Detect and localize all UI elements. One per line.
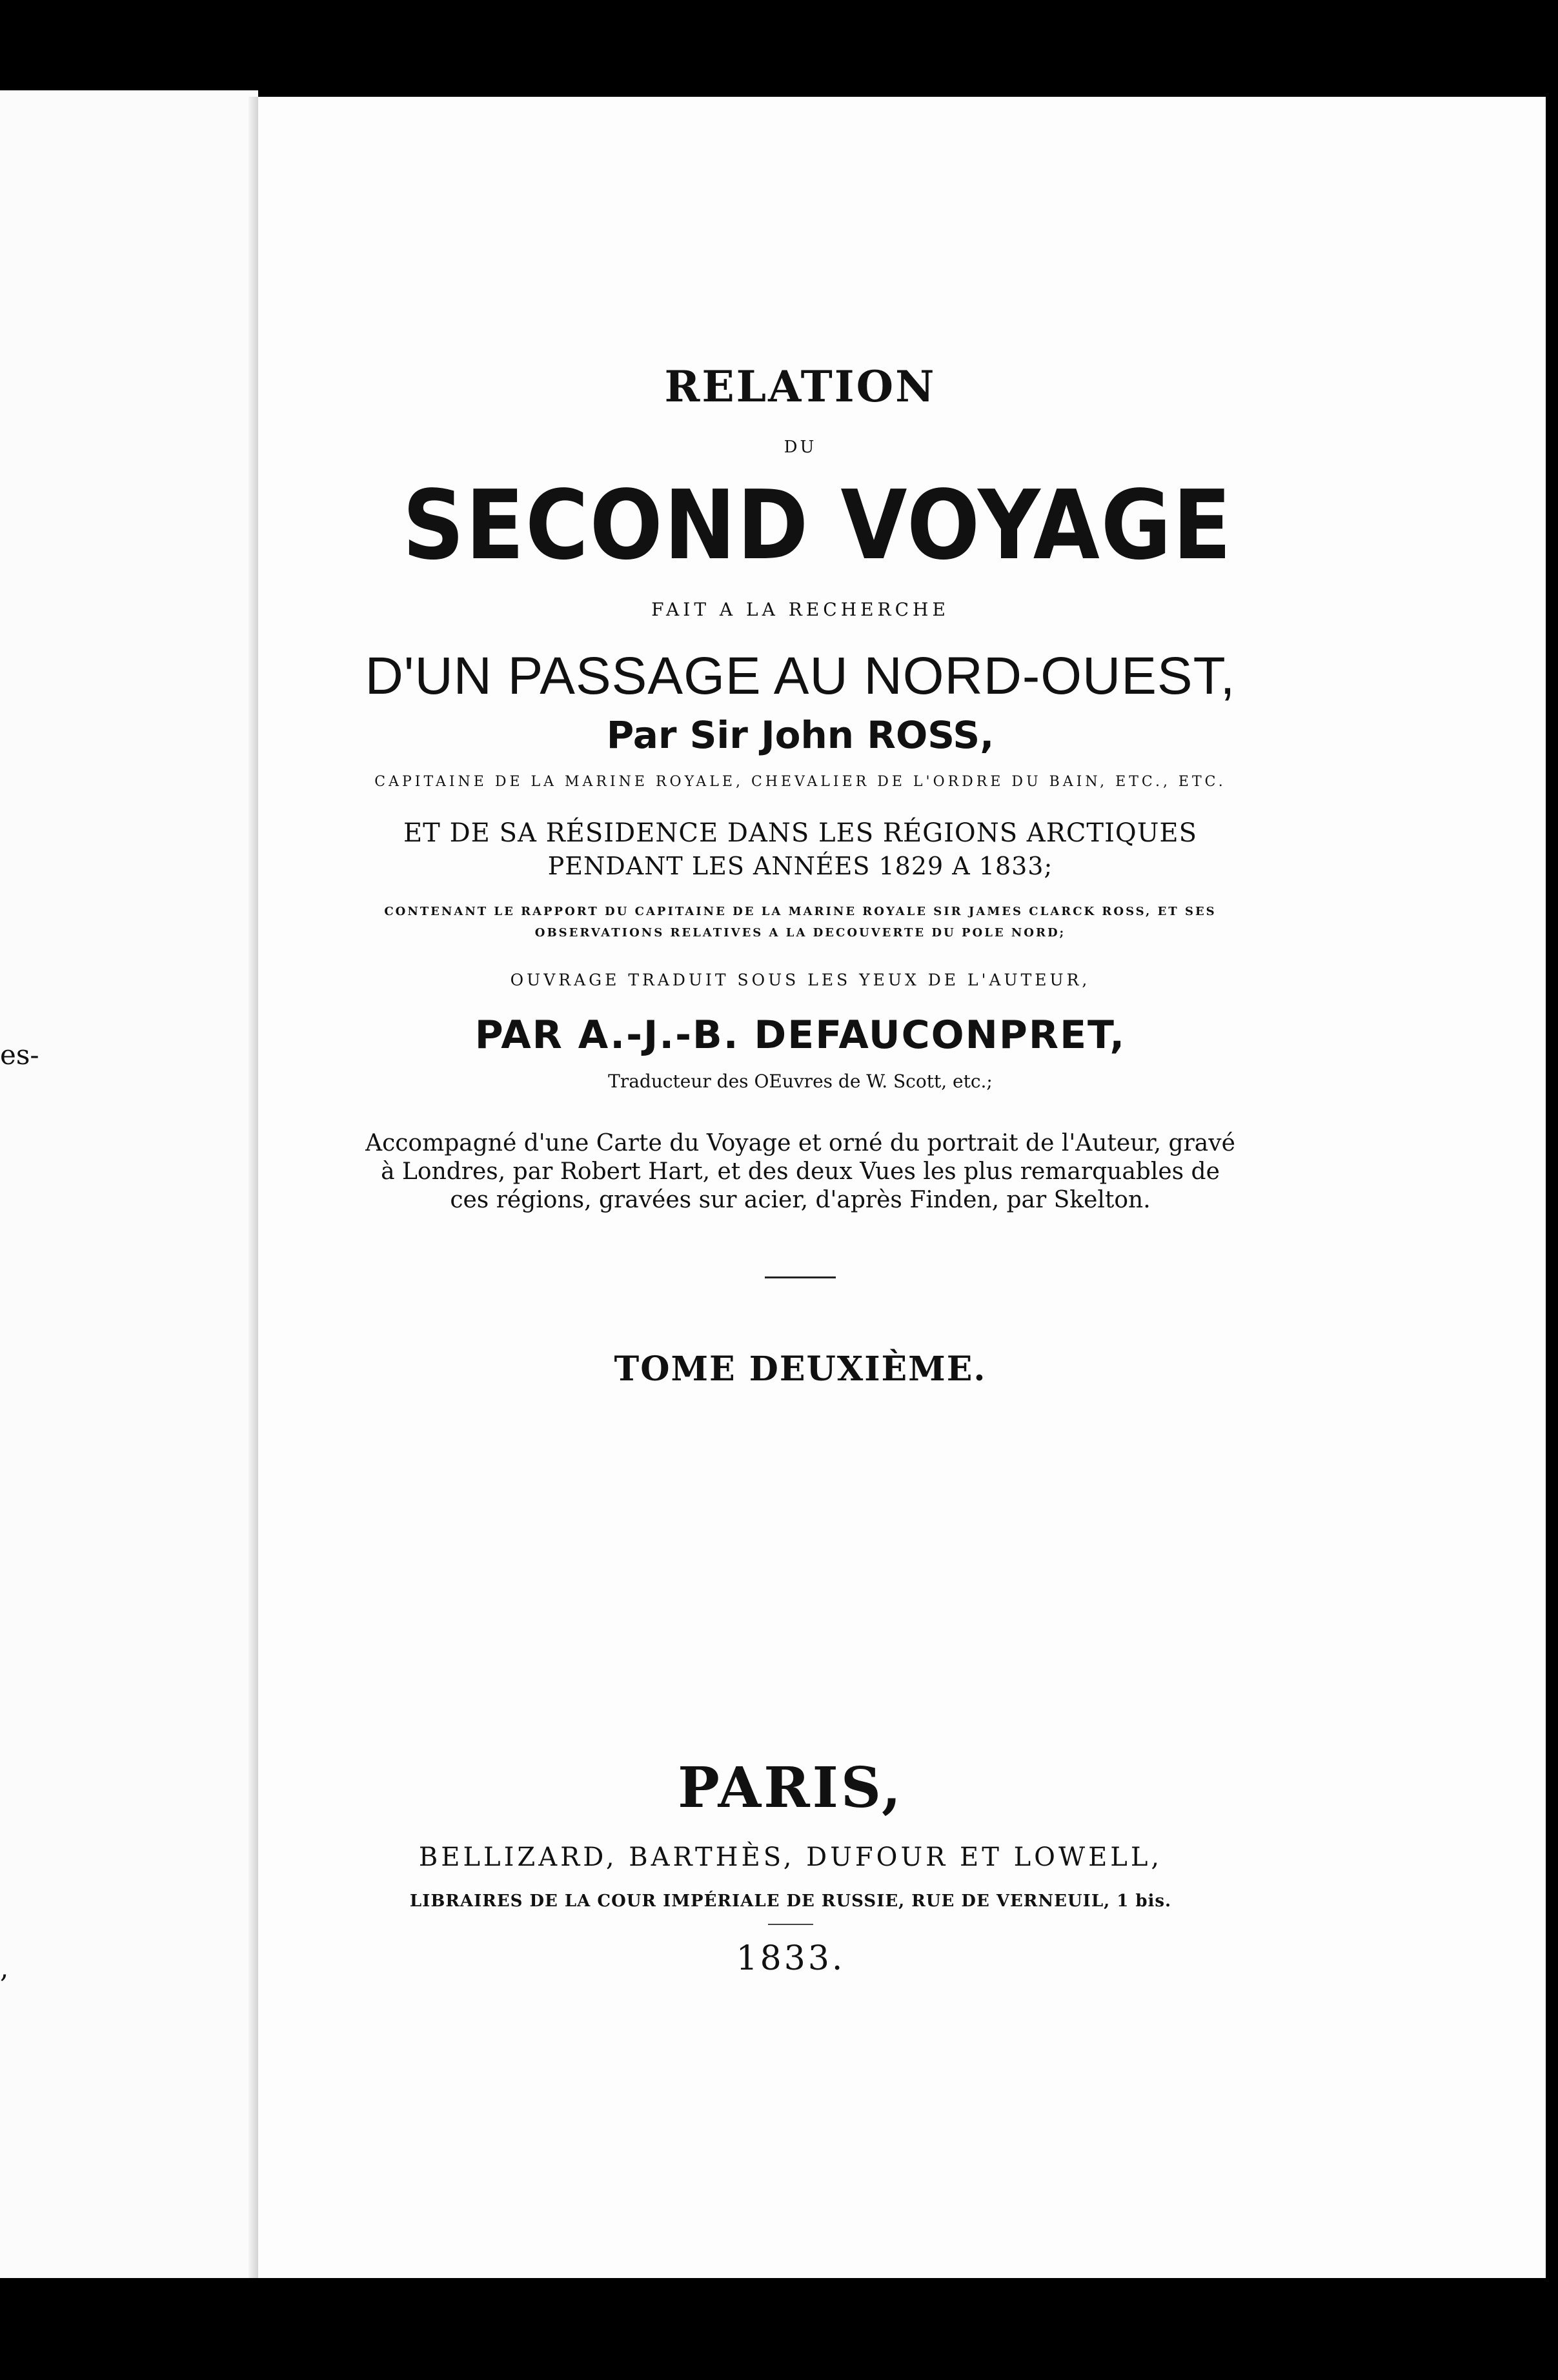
traducteur-line: Traducteur des OEuvres de W. Scott, etc.;	[608, 1071, 993, 1092]
left-page-fragment-top: es-	[0, 1039, 39, 1071]
residence-line: ET DE SA RÉSIDENCE DANS LES RÉGIONS ARCTIQUES	[403, 818, 1198, 848]
title-relation: RELATION	[664, 361, 936, 412]
imprint-libraires: LIBRAIRES DE LA COUR IMPÉRIALE DE RUSSIE, RUE DE VERNEUIL, 1 bis.	[409, 1891, 1172, 1911]
imprint-city: PARIS,	[678, 1755, 904, 1820]
imprint-year: 1833.	[736, 1939, 845, 1978]
imprint-divider	[768, 1924, 813, 1925]
author-line: Par Sir John ROSS,	[606, 713, 995, 757]
divider-rule	[765, 1276, 836, 1278]
subtitle-passage: D'UN PASSAGE AU NORD-OUEST,	[365, 647, 1236, 705]
translator-line: PAR A.-J.-B. DEFAUCONPRET,	[474, 1013, 1126, 1058]
subtitle-fait: FAIT A LA RECHERCHE	[651, 599, 949, 620]
left-page	[0, 90, 258, 2278]
title-block	[358, 361, 1242, 1389]
pendant-line: PENDANT LES ANNÉES 1829 A 1833;	[547, 852, 1053, 880]
main-title: SECOND VOYAGE	[402, 470, 1233, 581]
accompagne-line-3: ces régions, gravées sur acier, d'après Finden, par Skelton.	[450, 1187, 1151, 1213]
author-titles: CAPITAINE DE LA MARINE ROYALE, CHEVALIER DE L'ORDRE DU BAIN, ETC., ETC.	[374, 774, 1226, 790]
accompagne-line-1: Accompagné d'une Carte du Voyage et orné du portrait de l'Auteur, gravé	[365, 1130, 1235, 1156]
title-du: DU	[784, 438, 817, 457]
volume-label: TOME DEUXIÈME.	[614, 1349, 987, 1389]
left-page-fragment-bottom: ,	[0, 1952, 9, 1984]
observations-line: OBSERVATIONS RELATIVES A LA DECOUVERTE DU POLE NORD;	[534, 926, 1066, 940]
imprint-block	[336, 1755, 1246, 1978]
ouvrage-line: OUVRAGE TRADUIT SOUS LES YEUX DE L'AUTEUR,	[510, 971, 1091, 989]
contenant-line: CONTENANT LE RAPPORT DU CAPITAINE DE LA MARINE ROYALE SIR JAMES CLARCK ROSS, ET SES	[384, 905, 1217, 918]
accompagne-line-2: à Londres, par Robert Hart, et des deux Vues les plus remarquables de	[381, 1158, 1220, 1185]
imprint-publishers: BELLIZARD, BARTHÈS, DUFOUR ET LOWELL,	[418, 1842, 1163, 1872]
